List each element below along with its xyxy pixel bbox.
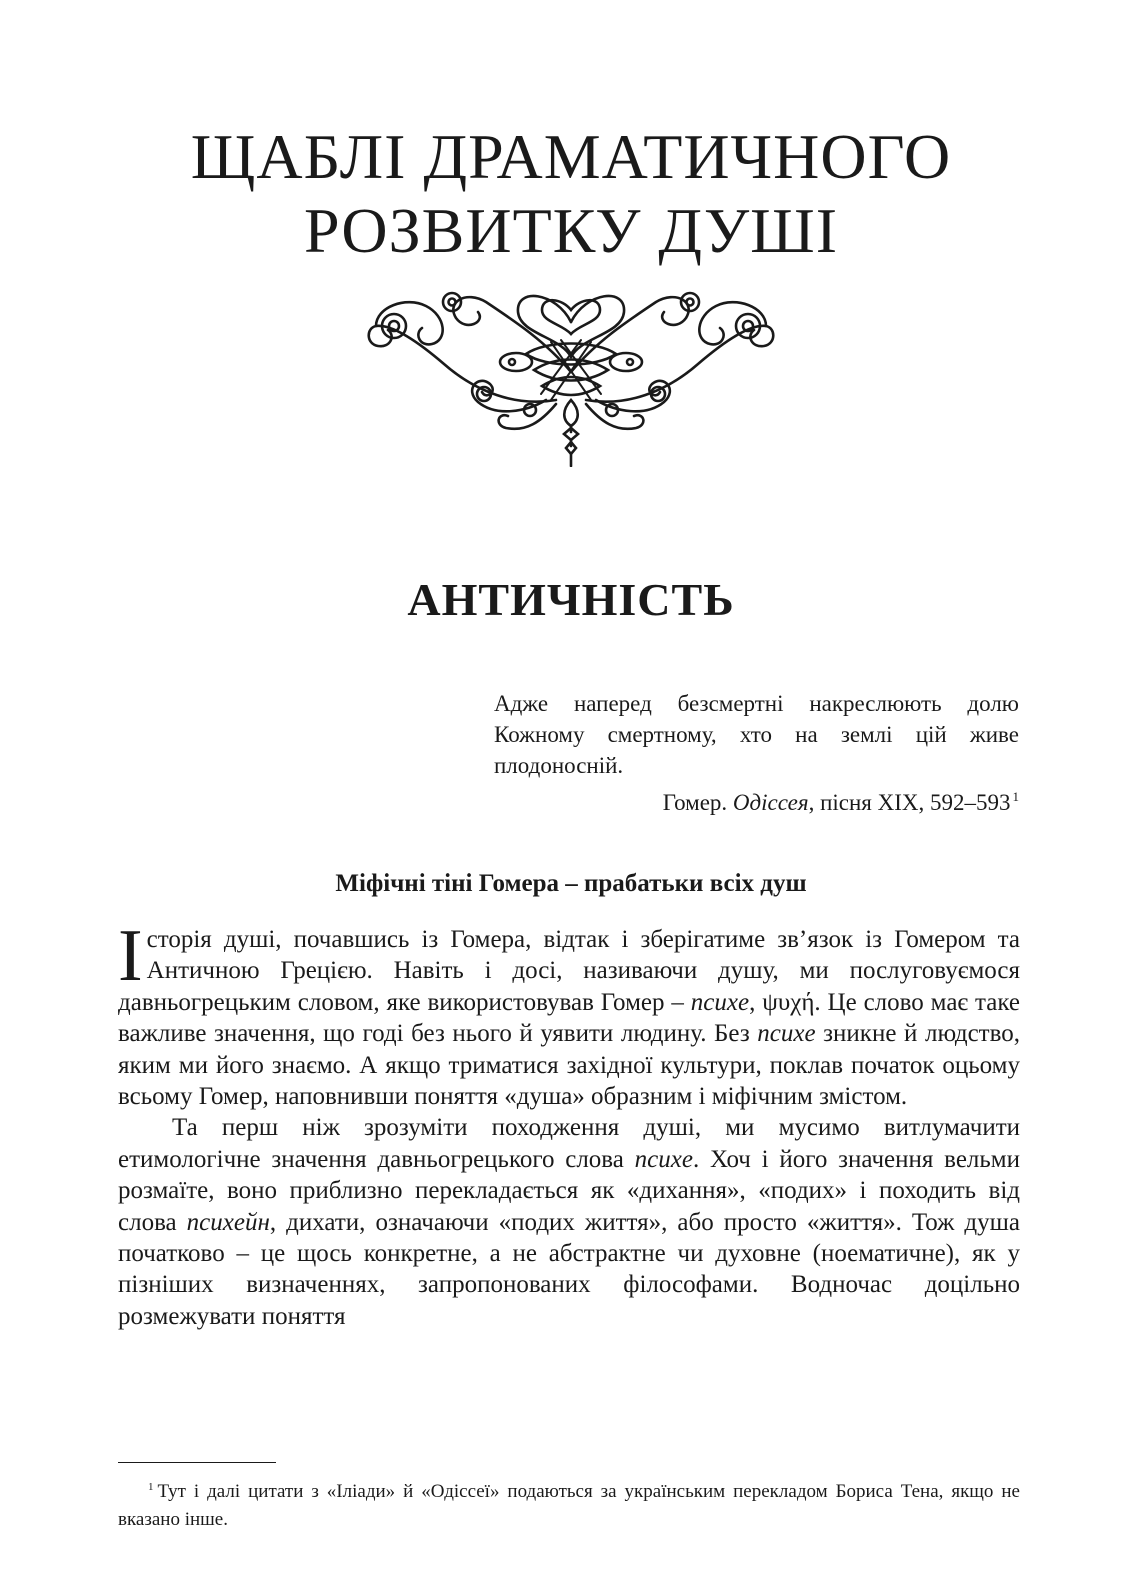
- subsection-heading: Міфічні тіні Гомера – прабатьки всіх душ: [335, 870, 807, 897]
- paragraph-1: [118, 915, 1020, 1112]
- footnote-text: Тут і далі цитати з «Іліади» й «Одіссеї» подаються за українським перекладом Бориса Тена, якщо не вказано інше.: [118, 1481, 1020, 1530]
- chapter-title-line-2: РОЗВИТКУ ДУШІ: [304, 195, 838, 266]
- paragraph-2-text-c: , дихати, означаючи «подих життя», або просто «життя». Тож душа початково – це щось конкретне, а не абстрактне чи духовне (ноематичне), як у пізніших визначеннях, запропонованих філософами. Водночас доцільно розмежувати поняття: [118, 1208, 1020, 1330]
- footnote-divider: [118, 1462, 276, 1463]
- paragraph-1-italic-a: психе: [690, 988, 750, 1016]
- footnote-marker: 1: [1012, 789, 1019, 804]
- epigraph-author: Гомер.: [662, 790, 733, 815]
- paragraph-2-text-b: . Хоч і його значення вельми розмаїте, воно приблизно перекладається як «дихання», «подих» і походить від слова: [118, 1145, 1021, 1236]
- paragraph-1-text-a: сторія душі, почавшись із Гомера, відтак і зберігатиме зв’язок із Гомером та Античною Грецією. Навіть і досі, називаючи душу, ми послуговуємося давньогрецьким словом, яке використовував Гомер –: [118, 926, 1020, 1016]
- paragraph-2: [118, 1112, 1020, 1332]
- chapter-title: [0, 120, 1142, 268]
- epigraph-reference: , пісня XIX, 592–593: [808, 790, 1011, 815]
- body-text: [118, 915, 1021, 1332]
- epigraph-line-2: Кожному смертному, хто на землі цій живе: [494, 722, 1019, 747]
- paragraph-2-italic-a: психе: [634, 1145, 693, 1173]
- epigraph-attribution: [494, 781, 1019, 818]
- footnote-number: 1: [148, 1481, 154, 1493]
- epigraph-line-1: Адже наперед безсмертні накреслюють долю: [494, 691, 1019, 716]
- section-title: АНТИЧНІСТЬ: [407, 574, 735, 625]
- drop-cap: І: [118, 915, 143, 997]
- chapter-title-line-1: ЩАБЛІ ДРАМАТИЧНОГО: [190, 121, 952, 192]
- paragraph-1-text-b: , ψυχή. Це слово має таке важливе значення, що годі без нього й уявити людину. Без: [118, 988, 1020, 1048]
- epigraph-work: Одіссея: [732, 790, 809, 815]
- paragraph-2-italic-b: психейн: [186, 1208, 270, 1236]
- paragraph-1-italic-b: психе: [757, 1020, 816, 1048]
- decorative-flourish-icon: [366, 282, 776, 467]
- paragraph-2-text-a: Та перш ніж зрозуміти походження душі, ми мусимо витлумачити етимологічне значення давньогрецького слова: [118, 1114, 1020, 1173]
- footnote: [118, 1473, 1020, 1534]
- epigraph: [494, 688, 1019, 818]
- paragraph-1-text-c: зникне й людство, яким ми його знаємо. А якщо триматися західної культури, поклав початок оцьому всьому Гомер, наповнивши поняття «душа» образним і міфічним змістом.: [118, 1020, 1020, 1111]
- epigraph-line-3: плодоносній.: [494, 753, 624, 778]
